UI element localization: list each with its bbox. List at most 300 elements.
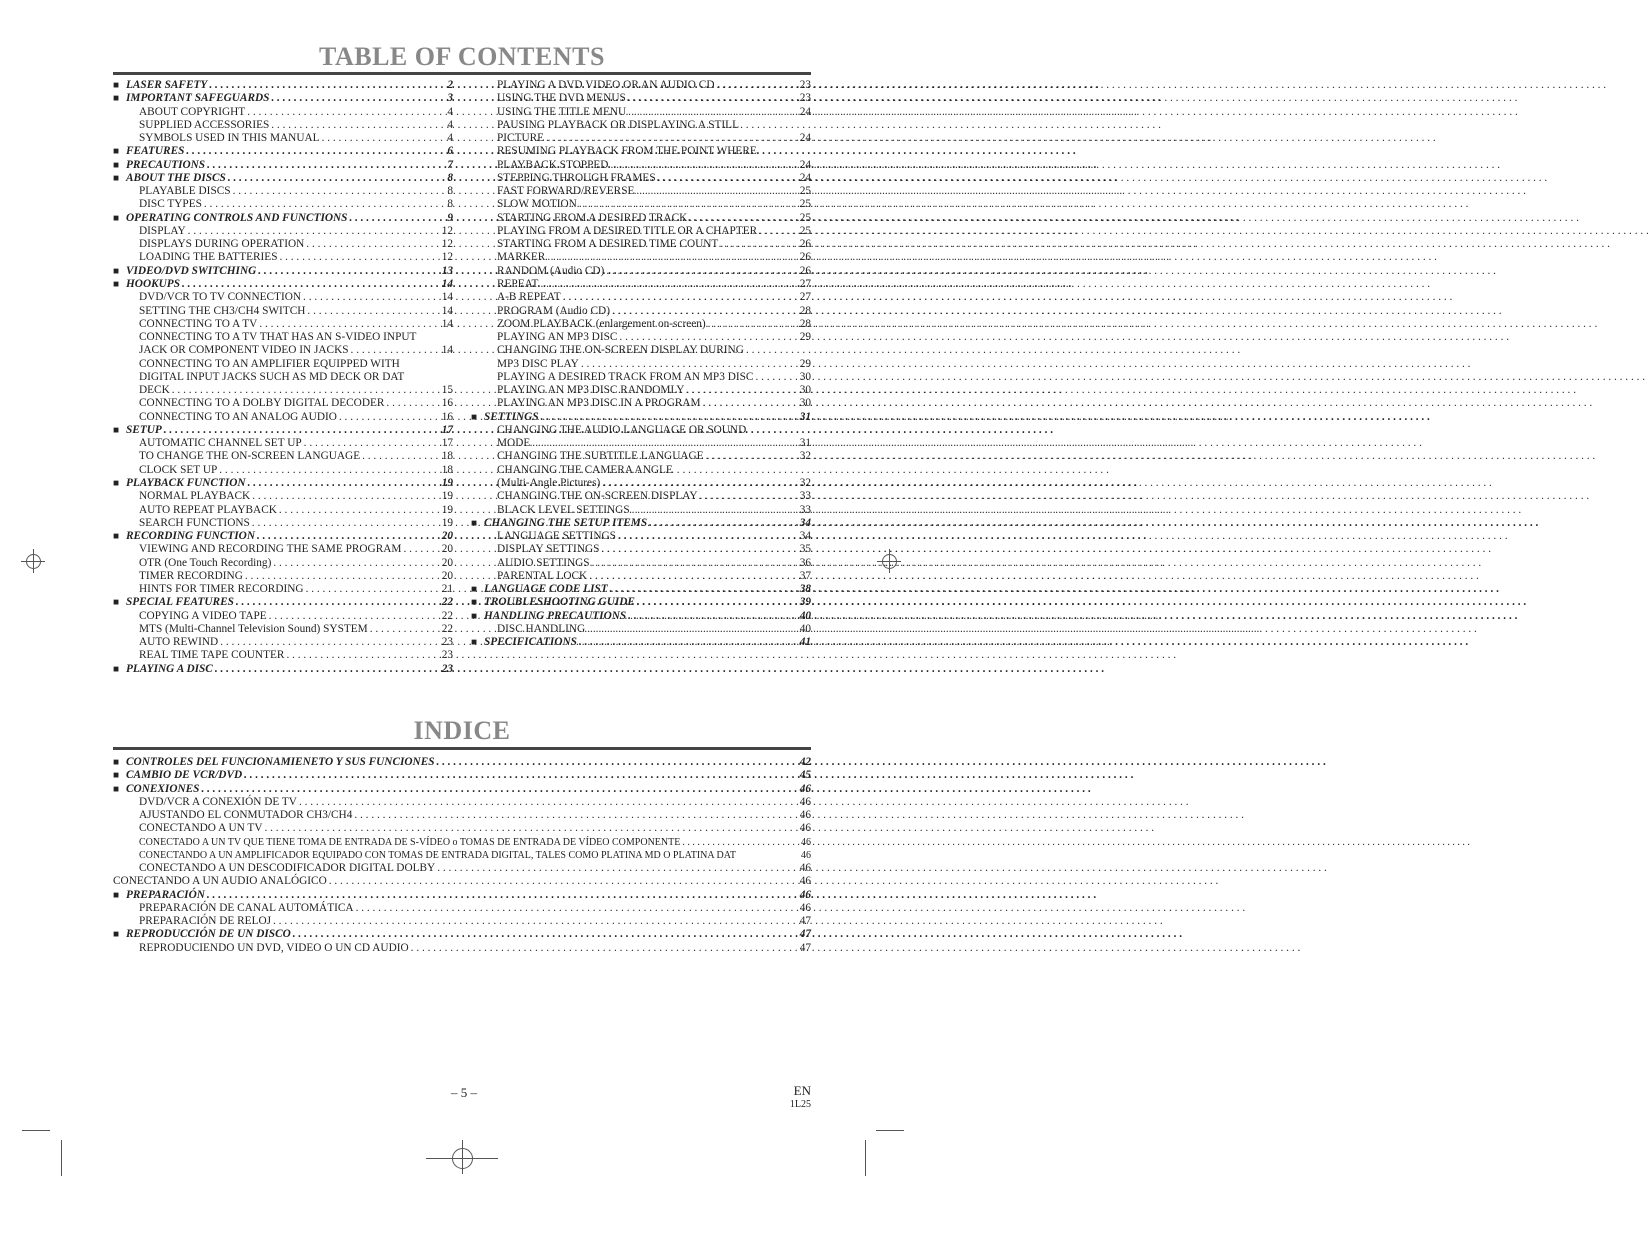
toc-entry	[471, 557, 811, 570]
dot-leader	[435, 756, 798, 769]
square-bullet-icon: ■	[113, 212, 120, 224]
toc-entry	[113, 424, 453, 437]
entry-title: OTR (One Touch Recording)	[139, 556, 272, 569]
entry-title: LOADING THE BATTERIES	[139, 251, 278, 264]
toc-entry	[471, 437, 811, 450]
entry-title: CHANGING THE AUDIO LANGUAGE OR SOUND	[497, 423, 747, 436]
dot-leader	[255, 530, 440, 543]
entry-title: PARENTAL LOCK	[497, 569, 588, 582]
entry-title: AUDIO SETTINGS	[497, 556, 590, 569]
toc-entry	[113, 490, 453, 503]
entry-title: LASER SAFETY	[126, 79, 208, 91]
toc-entry	[113, 119, 453, 132]
toc-entry	[113, 875, 811, 888]
square-bullet-icon: ■	[113, 93, 120, 105]
dot-leader	[257, 318, 439, 331]
entry-page-number: 14	[441, 304, 453, 317]
dot-leader	[277, 504, 440, 517]
toc-entry	[113, 849, 811, 862]
entry-page-number: 19	[441, 503, 453, 516]
entry-title: ZOOM PLAYBACK (enlargement on-screen)	[497, 317, 706, 330]
toc-entry	[471, 185, 811, 198]
toc-entry	[113, 145, 453, 158]
dot-leader	[199, 783, 797, 796]
dot-leader	[561, 291, 798, 304]
entry-title: SEARCH FUNCTIONS	[139, 516, 250, 529]
entry-page-number: 33	[799, 503, 811, 516]
entry-title: CONECTANDO A UN AMPLIFICADOR EQUIPADO CON TOMAS DE ENTRADA DIGITAL, TALES COMO PLATINA MD O PLATINA DAT	[139, 849, 736, 861]
square-bullet-icon: ■	[113, 663, 120, 675]
dot-leader	[245, 106, 445, 119]
toc-entry	[113, 477, 453, 490]
toc-entry	[113, 942, 811, 955]
entry-page-number: 46	[799, 782, 811, 795]
dot-leader	[304, 238, 439, 251]
toc-entry	[113, 583, 453, 596]
entry-page-number: 23	[799, 92, 811, 105]
toc-entry	[471, 477, 811, 490]
toc-entry	[471, 596, 811, 609]
crop-mark-bottom-left-h	[22, 1130, 50, 1131]
toc-entry	[113, 889, 811, 902]
entry-title: CHANGING THE SUBTITLE LANGUAGE	[497, 450, 704, 463]
toc-entry	[471, 371, 811, 384]
entry-title: OPERATING CONTROLS AND FUNCTIONS	[126, 211, 348, 224]
toc-entry	[113, 92, 453, 105]
dot-leader	[360, 450, 440, 463]
dot-leader	[267, 610, 440, 623]
entry-page-number: 34	[799, 530, 811, 543]
toc-entry	[471, 238, 811, 251]
toc-entry	[113, 663, 453, 676]
toc-entry	[113, 517, 453, 530]
entry-page-number: 22	[441, 609, 453, 622]
entry-title: PLAYBACK STOPPED	[497, 158, 609, 171]
entry-title: CHANGING THE SETUP ITEMS	[484, 516, 648, 529]
entry-title: RECORDING FUNCTION	[126, 530, 255, 543]
entry-page-number: 23	[799, 79, 811, 91]
dot-leader	[590, 557, 798, 570]
entry-title: DISC HANDLING	[497, 622, 586, 635]
entry-page-number: 22	[441, 622, 453, 635]
entry-page-number: 4	[447, 118, 453, 131]
toc-entry	[113, 596, 453, 609]
entry-title: HOOKUPS	[126, 277, 180, 290]
square-bullet-icon: ■	[113, 159, 120, 171]
square-bullet-icon: ■	[113, 278, 120, 290]
square-bullet-icon: ■	[113, 531, 120, 543]
entry-page-number: 21	[441, 583, 453, 596]
toc-entry	[471, 198, 811, 211]
dot-leader	[577, 636, 798, 649]
dot-leader	[226, 172, 446, 185]
toc-title-rule	[113, 72, 811, 75]
entry-title: LANGUAGE SETTINGS	[497, 530, 616, 543]
dot-leader	[530, 437, 797, 450]
dot-leader	[242, 769, 798, 782]
dot-leader	[435, 862, 798, 875]
entry-title: CONECTANDO A UN TV	[139, 822, 263, 835]
entry-title: PLAYING AN MP3 DISC RANDOMLY	[497, 384, 685, 397]
dot-leader	[304, 583, 440, 596]
crop-mark-bottom-right-v	[865, 1140, 866, 1176]
page-number: – 5 –	[451, 1085, 477, 1100]
entry-page-number: 40	[799, 609, 811, 622]
toc-entry	[471, 305, 811, 318]
entry-page-number: 47	[799, 915, 811, 928]
entry-page-number: 45	[799, 769, 811, 782]
square-bullet-icon: ■	[471, 610, 478, 622]
entry-title: REPRODUCCIÓN DE UN DISCO	[126, 928, 291, 941]
entry-page-number: 42	[799, 756, 811, 768]
dot-leader	[634, 185, 797, 198]
entry-title: NORMAL PLAYBACK	[139, 490, 251, 503]
entry-page-number: 27	[799, 277, 811, 290]
square-bullet-icon: ■	[113, 146, 120, 158]
entry-title: SETTING THE CH3/CH4 SWITCH	[139, 304, 306, 317]
entry-title: TIMER RECORDING	[139, 569, 243, 582]
entry-title: STARTING FROM A DESIRED TIME COUNT	[497, 238, 719, 251]
entry-title: USING THE TITLE MENU	[497, 105, 627, 118]
entry-page-number: 17	[441, 437, 453, 450]
square-bullet-icon: ■	[471, 517, 478, 529]
entry-page-number: 16	[441, 410, 453, 423]
dot-leader	[217, 464, 439, 477]
toc-entry	[471, 504, 811, 517]
dot-leader	[269, 119, 445, 132]
crop-mark-bottom-right-h	[876, 1130, 904, 1131]
entry-page-number: 4	[447, 105, 453, 118]
entry-title: PLAYING A DVD VIDEO OR AN AUDIO CD	[497, 79, 715, 91]
toc-entry	[113, 649, 453, 662]
dot-leader	[585, 623, 798, 636]
entry-page-number: 47	[799, 941, 811, 954]
toc-entry	[471, 397, 811, 410]
toc-entry	[471, 251, 811, 264]
dot-leader	[202, 198, 445, 211]
toc-entry	[471, 291, 811, 304]
entry-title: DISPLAY	[139, 224, 186, 237]
toc-entry	[113, 437, 453, 450]
entry-page-number: 32	[799, 450, 811, 463]
entry-title: CONNECTING TO A DOLBY DIGITAL DECODER	[139, 397, 385, 410]
dot-leader	[409, 942, 798, 955]
entry-title: HANDLING PRECAUTIONS	[484, 609, 627, 622]
entry-title: TROUBLESHOOTING GUIDE	[484, 596, 635, 609]
entry-page-number: 46	[799, 888, 811, 901]
entry-page-number: 7	[447, 158, 453, 171]
entry-title: USING THE DVD MENUS	[497, 92, 626, 105]
entry-page-number: 14	[441, 291, 453, 304]
entry-title: MTS (Multi-Channel Television Sound) SYSTEM	[139, 622, 368, 635]
toc-entry	[471, 530, 811, 543]
entry-page-number: 30	[799, 397, 811, 410]
entry-title: SETUP	[126, 423, 162, 436]
toc-entry	[471, 543, 811, 556]
entry-page-number: 23	[441, 636, 453, 649]
entry-title: MARKER	[497, 251, 546, 264]
entry-title: AUTO REWIND	[139, 636, 219, 649]
dot-leader	[354, 902, 798, 915]
dot-leader	[698, 490, 798, 503]
toc-entry	[113, 530, 453, 543]
dot-leader	[269, 92, 445, 105]
toc-left-column	[113, 79, 453, 676]
toc-entry	[471, 358, 811, 371]
entry-title: AJUSTANDO EL CONMUTADOR CH3/CH4	[139, 809, 353, 822]
entry-page-number: 38	[799, 583, 811, 596]
entry-page-number: 35	[799, 543, 811, 556]
entry-title: CONEXIONES	[126, 782, 200, 795]
entry-title: PICTURE	[497, 132, 545, 145]
entry-title: HINTS FOR TIMER RECORDING	[139, 583, 304, 596]
toc-entry	[471, 159, 811, 172]
dot-leader	[617, 331, 797, 344]
toc-entry	[471, 570, 811, 583]
toc-entry	[113, 397, 453, 410]
dot-leader	[301, 291, 440, 304]
entry-page-number: 28	[799, 304, 811, 317]
entry-page-number: 24	[799, 132, 811, 145]
toc-entry	[113, 318, 453, 331]
toc-entry	[113, 185, 453, 198]
toc-entry	[113, 358, 453, 371]
entry-page-number: 30	[799, 370, 811, 383]
toc-entry	[113, 464, 453, 477]
square-bullet-icon: ■	[113, 80, 120, 91]
toc-entry	[113, 159, 453, 172]
entry-title: LANGUAGE CODE LIST	[484, 583, 608, 596]
entry-page-number: 26	[799, 264, 811, 277]
entry-title: JACK OR COMPONENT VIDEO IN JACKS	[139, 344, 349, 357]
dot-leader	[337, 411, 440, 424]
entry-title: PROGRAM (Audio CD)	[497, 304, 610, 317]
entry-title: RANDOM (Audio CD)	[497, 264, 605, 277]
entry-title: A-B REPEAT	[497, 291, 561, 304]
entry-page-number: 2	[447, 79, 453, 91]
toc-entry	[471, 344, 811, 357]
toc-entry	[471, 636, 811, 649]
entry-page-number: 4	[447, 132, 453, 145]
entry-title: DVD/VCR A CONEXIÓN DE TV	[139, 795, 297, 808]
dot-leader	[538, 278, 797, 291]
toc-entry	[113, 769, 811, 782]
entry-page-number: 24	[799, 105, 811, 118]
dot-leader	[320, 132, 446, 145]
dot-leader	[352, 809, 797, 822]
entry-title: REPEAT	[497, 277, 539, 290]
dot-leader	[626, 610, 798, 623]
entry-page-number: 14	[441, 317, 453, 330]
toc-entry	[471, 106, 811, 119]
entry-title: CONNECTING TO AN ANALOG AUDIO	[139, 410, 337, 423]
entry-page-number: 32	[799, 476, 811, 489]
entry-page-number: 20	[441, 530, 453, 543]
square-bullet-icon: ■	[113, 172, 120, 184]
toc-entry	[113, 636, 453, 649]
entry-title: BLACK LEVEL SETTINGS	[497, 503, 630, 516]
square-bullet-icon: ■	[113, 889, 120, 901]
entry-page-number: 31	[799, 410, 811, 423]
entry-page-number: 18	[441, 463, 453, 476]
entry-title: REPRODUCIENDO UN DVD, VIDEO O UN CD AUDIO	[139, 941, 409, 954]
crop-mark-bottom-left-v	[61, 1140, 62, 1176]
toc-entry	[113, 915, 811, 928]
dot-leader	[599, 543, 797, 556]
dot-leader	[180, 278, 440, 291]
toc-entry	[471, 411, 811, 424]
entry-title: CONNECTING TO A TV	[139, 317, 258, 330]
dot-leader	[284, 649, 439, 662]
entry-page-number: 16	[441, 397, 453, 410]
entry-page-number: 29	[799, 331, 811, 344]
entry-title: TO CHANGE THE ON-SCREEN LANGUAGE	[139, 450, 361, 463]
language-code: EN	[793, 1083, 811, 1098]
entry-title: FAST FORWARD/REVERSE	[497, 185, 635, 198]
toc-entry	[113, 331, 453, 344]
entry-title: CONECTADO A UN TV QUE TIENE TOMA DE ENTRADA DE S-VÍDEO o TOMAS DE ENTRADA DE VÍDEO COMPONENTE	[139, 836, 681, 848]
toc-entry	[471, 79, 811, 92]
indice-title-rule	[113, 747, 811, 750]
toc-entry	[113, 384, 453, 397]
entry-page-number: 30	[799, 384, 811, 397]
entry-title: STARTING FROM A DESIRED TRACK	[497, 211, 688, 224]
toc-entry	[113, 796, 811, 809]
entry-page-number: 39	[799, 596, 811, 609]
toc-right-column	[471, 79, 811, 649]
entry-page-number: 26	[799, 251, 811, 264]
entry-title: CHANGING THE CAMERA ANGLE	[497, 463, 673, 476]
entry-title: CHANGING THE ON-SCREEN DISPLAY	[497, 490, 698, 503]
entry-page-number: 33	[799, 490, 811, 503]
square-bullet-icon: ■	[113, 783, 120, 795]
entry-title: PRECAUTIONS	[126, 158, 206, 171]
entry-title: SETTINGS	[484, 410, 539, 423]
entry-page-number: 8	[447, 171, 453, 184]
dot-leader	[587, 570, 797, 583]
entry-page-number: 24	[799, 158, 811, 171]
entry-page-number: 20	[441, 556, 453, 569]
toc-entry	[113, 557, 453, 570]
dot-leader	[184, 145, 445, 158]
entry-title: COPYING A VIDEO TAPE	[139, 609, 267, 622]
dot-leader	[630, 504, 798, 517]
square-bullet-icon: ■	[471, 597, 478, 609]
dot-leader	[368, 623, 440, 636]
toc-entry	[471, 490, 811, 503]
toc-entry	[471, 225, 811, 238]
dot-leader	[635, 596, 798, 609]
dot-leader	[704, 450, 798, 463]
entry-page-number: 26	[799, 238, 811, 251]
entry-title: CONTROLES DEL FUNCIONAMIENETO Y SUS FUNCIONES	[126, 756, 435, 768]
dot-leader	[231, 185, 446, 198]
entry-page-number: 6	[447, 145, 453, 158]
dot-leader	[162, 424, 440, 437]
entry-page-number: 46	[799, 822, 811, 835]
toc-entry	[471, 265, 811, 278]
dot-leader	[234, 596, 440, 609]
entry-page-number: 8	[447, 185, 453, 198]
toc-entry	[471, 278, 811, 291]
entry-page-number: 46	[799, 862, 811, 875]
dot-leader	[384, 397, 439, 410]
entry-title: DIGITAL INPUT JACKS SUCH AS MD DECK OR DAT	[139, 370, 405, 383]
entry-title: CONNECTING TO A TV THAT HAS AN S-VIDEO INPUT	[139, 331, 417, 344]
entry-page-number: 19	[441, 476, 453, 489]
toc-entry	[113, 902, 811, 915]
toc-entry	[113, 836, 811, 849]
dot-leader	[539, 411, 798, 424]
entry-page-number: 47	[799, 928, 811, 941]
dot-leader	[577, 198, 798, 211]
dot-leader	[401, 543, 439, 556]
entry-page-number: 15	[441, 384, 453, 397]
dot-leader	[250, 517, 440, 530]
toc-entry	[113, 79, 453, 92]
entry-title: ABOUT THE DISCS	[126, 171, 226, 184]
toc-entry	[113, 344, 453, 357]
toc-entry	[471, 610, 811, 623]
dot-leader	[545, 251, 797, 264]
toc-entry	[113, 756, 811, 769]
square-bullet-icon: ■	[113, 424, 120, 436]
entry-title: SPECIAL FEATURES	[126, 596, 234, 609]
dot-leader	[205, 159, 445, 172]
entry-page-number: 20	[441, 543, 453, 556]
toc-entry	[113, 411, 453, 424]
square-bullet-icon: ■	[113, 265, 120, 277]
dot-leader	[218, 636, 440, 649]
toc-entry	[471, 331, 811, 344]
toc-entry	[113, 198, 453, 211]
entry-title: RESUMING PLAYBACK FROM THE POINT WHERE	[497, 145, 757, 158]
entry-page-number: 36	[799, 556, 811, 569]
entry-title: DISPLAY SETTINGS	[497, 543, 600, 556]
entry-page-number: 14	[441, 344, 453, 357]
entry-title: IMPORTANT SAFEGUARDS	[126, 92, 270, 105]
entry-page-number: 46	[799, 901, 811, 914]
entry-page-number: 46	[799, 809, 811, 822]
dot-leader	[305, 305, 439, 318]
entry-page-number: 24	[799, 171, 811, 184]
dot-leader	[186, 225, 440, 238]
entry-page-number: 17	[441, 423, 453, 436]
entry-page-number: 25	[799, 211, 811, 224]
dot-leader	[213, 663, 440, 676]
toc-entry	[113, 570, 453, 583]
entry-title: CONECTANDO A UN AUDIO ANALÓGICO	[113, 875, 327, 888]
toc-entry	[471, 318, 811, 331]
registration-mark-left-circle	[26, 554, 41, 569]
square-bullet-icon: ■	[113, 477, 120, 489]
dot-leader	[271, 557, 439, 570]
entry-title: CLOCK SET UP	[139, 463, 218, 476]
entry-title: PLAYING A DESIRED TRACK FROM AN MP3 DISC	[497, 370, 754, 383]
dot-leader	[170, 384, 440, 397]
entry-page-number: 31	[799, 437, 811, 450]
entry-title: VIDEO/DVD SWITCHING	[126, 264, 257, 277]
entry-title: PREPARACIÓN DE RELOJ	[139, 915, 272, 928]
dot-leader	[608, 159, 797, 172]
toc-entry	[471, 424, 811, 437]
dot-leader	[680, 836, 799, 849]
toc-title: TABLE OF CONTENTS	[319, 42, 605, 71]
toc-entry	[471, 145, 811, 158]
entry-page-number: 27	[799, 291, 811, 304]
entry-page-number: 46	[801, 836, 811, 848]
entry-title: AUTOMATIC CHANNEL SET UP	[139, 437, 302, 450]
